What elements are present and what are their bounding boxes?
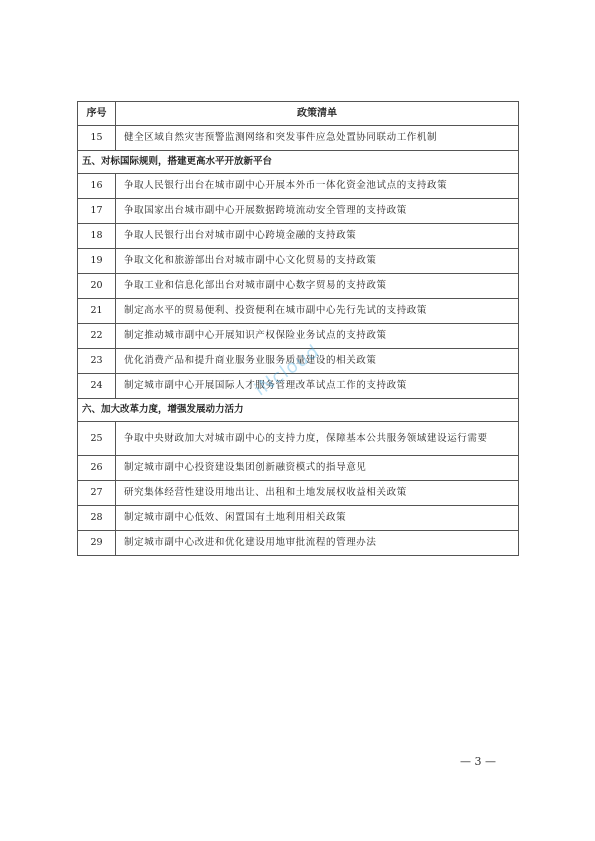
row-num: 18 bbox=[78, 224, 116, 249]
row-text: 制定城市副中心改进和优化建设用地审批流程的管理办法 bbox=[116, 531, 519, 556]
page-number: — 3 — bbox=[460, 755, 496, 768]
section-title: 六、加大改革力度，增强发展动力活力 bbox=[78, 399, 519, 422]
row-text: 制定城市副中心投资建设集团创新融资模式的指导意见 bbox=[116, 456, 519, 481]
row-num: 21 bbox=[78, 299, 116, 324]
header-title: 政策清单 bbox=[116, 102, 519, 126]
table-row bbox=[78, 422, 519, 456]
row-num: 29 bbox=[78, 531, 116, 556]
row-num: 27 bbox=[78, 481, 116, 506]
table-row bbox=[78, 531, 519, 556]
table-row bbox=[78, 126, 519, 151]
row-num: 25 bbox=[78, 422, 116, 456]
table-row bbox=[78, 506, 519, 531]
row-text: 争取人民银行出台在城市副中心开展本外币一体化资金池试点的支持政策 bbox=[116, 174, 519, 199]
watermark: iNcloud bbox=[250, 340, 324, 401]
row-text: 优化消费产品和提升商业服务业服务质量建设的相关政策 bbox=[116, 349, 519, 374]
table-row bbox=[78, 299, 519, 324]
row-num: 15 bbox=[78, 126, 116, 151]
table-row bbox=[78, 199, 519, 224]
table-row bbox=[78, 456, 519, 481]
row-num: 16 bbox=[78, 174, 116, 199]
row-num: 24 bbox=[78, 374, 116, 399]
table-row bbox=[78, 249, 519, 274]
row-num: 23 bbox=[78, 349, 116, 374]
header-num: 序号 bbox=[78, 102, 116, 126]
row-num: 22 bbox=[78, 324, 116, 349]
section-row bbox=[78, 151, 519, 174]
row-text: 健全区域自然灾害预警监测网络和突发事件应急处置协同联动工作机制 bbox=[116, 126, 519, 151]
row-text: 争取国家出台城市副中心开展数据跨境流动安全管理的支持政策 bbox=[116, 199, 519, 224]
row-text: 争取文化和旅游部出台对城市副中心文化贸易的支持政策 bbox=[116, 249, 519, 274]
row-text: 制定城市副中心开展国际人才服务管理改革试点工作的支持政策 bbox=[116, 374, 519, 399]
row-num: 19 bbox=[78, 249, 116, 274]
row-num: 20 bbox=[78, 274, 116, 299]
table-row bbox=[78, 324, 519, 349]
row-text: 制定城市副中心低效、闲置国有土地利用相关政策 bbox=[116, 506, 519, 531]
row-text: 制定高水平的贸易便利、投资便利在城市副中心先行先试的支持政策 bbox=[116, 299, 519, 324]
table-header-row bbox=[78, 102, 519, 126]
table-row bbox=[78, 481, 519, 506]
row-text: 争取工业和信息化部出台对城市副中心数字贸易的支持政策 bbox=[116, 274, 519, 299]
row-text: 争取人民银行出台对城市副中心跨境金融的支持政策 bbox=[116, 224, 519, 249]
section-row bbox=[78, 399, 519, 422]
row-text: 制定推动城市副中心开展知识产权保险业务试点的支持政策 bbox=[116, 324, 519, 349]
table-row bbox=[78, 374, 519, 399]
row-text: 争取中央财政加大对城市副中心的支持力度，保障基本公共服务领域建设运行需要 bbox=[116, 422, 519, 456]
table-row bbox=[78, 274, 519, 299]
table-row bbox=[78, 349, 519, 374]
row-num: 17 bbox=[78, 199, 116, 224]
table-row bbox=[78, 174, 519, 199]
section-title: 五、对标国际规则，搭建更高水平开放新平台 bbox=[78, 151, 519, 174]
table-row bbox=[78, 224, 519, 249]
row-num: 28 bbox=[78, 506, 116, 531]
policy-table bbox=[77, 101, 519, 556]
row-num: 26 bbox=[78, 456, 116, 481]
row-text: 研究集体经营性建设用地出让、出租和土地发展权收益相关政策 bbox=[116, 481, 519, 506]
